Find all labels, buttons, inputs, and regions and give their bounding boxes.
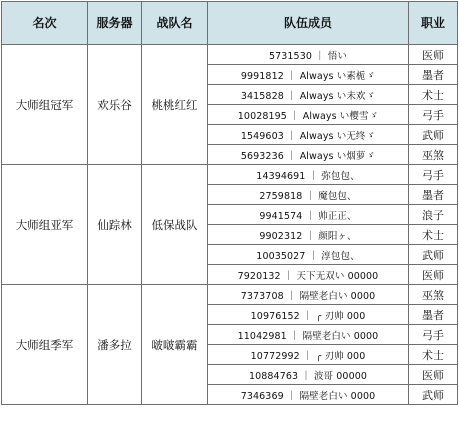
member-cell: 9902312 ｜ 颜阳ヶ、: [208, 225, 409, 245]
header-job: 职业: [409, 2, 458, 45]
team-name-cell: 桃桃红红: [142, 45, 208, 165]
header-row: [2, 2, 458, 45]
header-team: 战队名: [142, 2, 208, 45]
job-cell: 弓手: [409, 325, 458, 345]
member-cell: 10772992 ｜ ╭ 刃帅 000: [208, 345, 409, 365]
member-cell: 11042981 ｜ 隔壁老白い 0000: [208, 325, 409, 345]
team-name-cell: 啵啵霸霸: [142, 285, 208, 405]
job-cell: 弓手: [409, 105, 458, 125]
table-body: [2, 45, 458, 405]
member-cell: 9991812 ｜ Always い素栀ゞ: [208, 65, 409, 85]
rank-cell: 大师组亚军: [2, 165, 88, 285]
job-cell: 墨者: [409, 305, 458, 325]
job-cell: 武师: [409, 125, 458, 145]
job-cell: 医师: [409, 365, 458, 385]
header-members: 队伍成员: [208, 2, 409, 45]
job-cell: 术士: [409, 225, 458, 245]
rank-cell: 大师组季军: [2, 285, 88, 405]
member-cell: 5693236 ｜ Always い烟萝ゞ: [208, 145, 409, 165]
table-row: [2, 45, 458, 65]
member-cell: 7346369 ｜ 隔壁老白い 0000: [208, 385, 409, 405]
member-cell: 7373708 ｜ 隔壁老白い 0000: [208, 285, 409, 305]
server-cell: 欢乐谷: [88, 45, 142, 165]
job-cell: 墨者: [409, 185, 458, 205]
server-cell: 仙踪林: [88, 165, 142, 285]
table-row: [2, 285, 458, 305]
member-cell: 10976152 ｜ ╭ 刃帅 000: [208, 305, 409, 325]
member-cell: 7920132 ｜ 天下无双い 00000: [208, 265, 409, 285]
rank-cell: 大师组冠军: [2, 45, 88, 165]
table-row: [2, 165, 458, 185]
header-server: 服务器: [88, 2, 142, 45]
job-cell: 弓手: [409, 165, 458, 185]
member-cell: 1549603 ｜ Always い无终ゞ: [208, 125, 409, 145]
job-cell: 墨者: [409, 65, 458, 85]
member-cell: 9941574 ｜ 帅正正、: [208, 205, 409, 225]
job-cell: 巫煞: [409, 285, 458, 305]
job-cell: 医师: [409, 45, 458, 65]
member-cell: 5731530 ｜ 悟い: [208, 45, 409, 65]
member-cell: 10884763 ｜ 波哥 00000: [208, 365, 409, 385]
job-cell: 医师: [409, 265, 458, 285]
member-cell: 10035027 ｜ 淳包包、: [208, 245, 409, 265]
job-cell: 术士: [409, 85, 458, 105]
member-cell: 14394691 ｜ 弥包包、: [208, 165, 409, 185]
member-cell: 3415828 ｜ Always い未欢ゞ: [208, 85, 409, 105]
job-cell: 巫煞: [409, 145, 458, 165]
job-cell: 浪子: [409, 205, 458, 225]
member-cell: 10028195 ｜ Always い樱雪ゞ: [208, 105, 409, 125]
header-rank: 名次: [2, 2, 88, 45]
member-cell: 2759818 ｜ 魔包包、: [208, 185, 409, 205]
job-cell: 术士: [409, 345, 458, 365]
team-name-cell: 低保战队: [142, 165, 208, 285]
job-cell: 武师: [409, 385, 458, 405]
server-cell: 潘多拉: [88, 285, 142, 405]
job-cell: 武师: [409, 245, 458, 265]
results-table: [1, 1, 458, 405]
